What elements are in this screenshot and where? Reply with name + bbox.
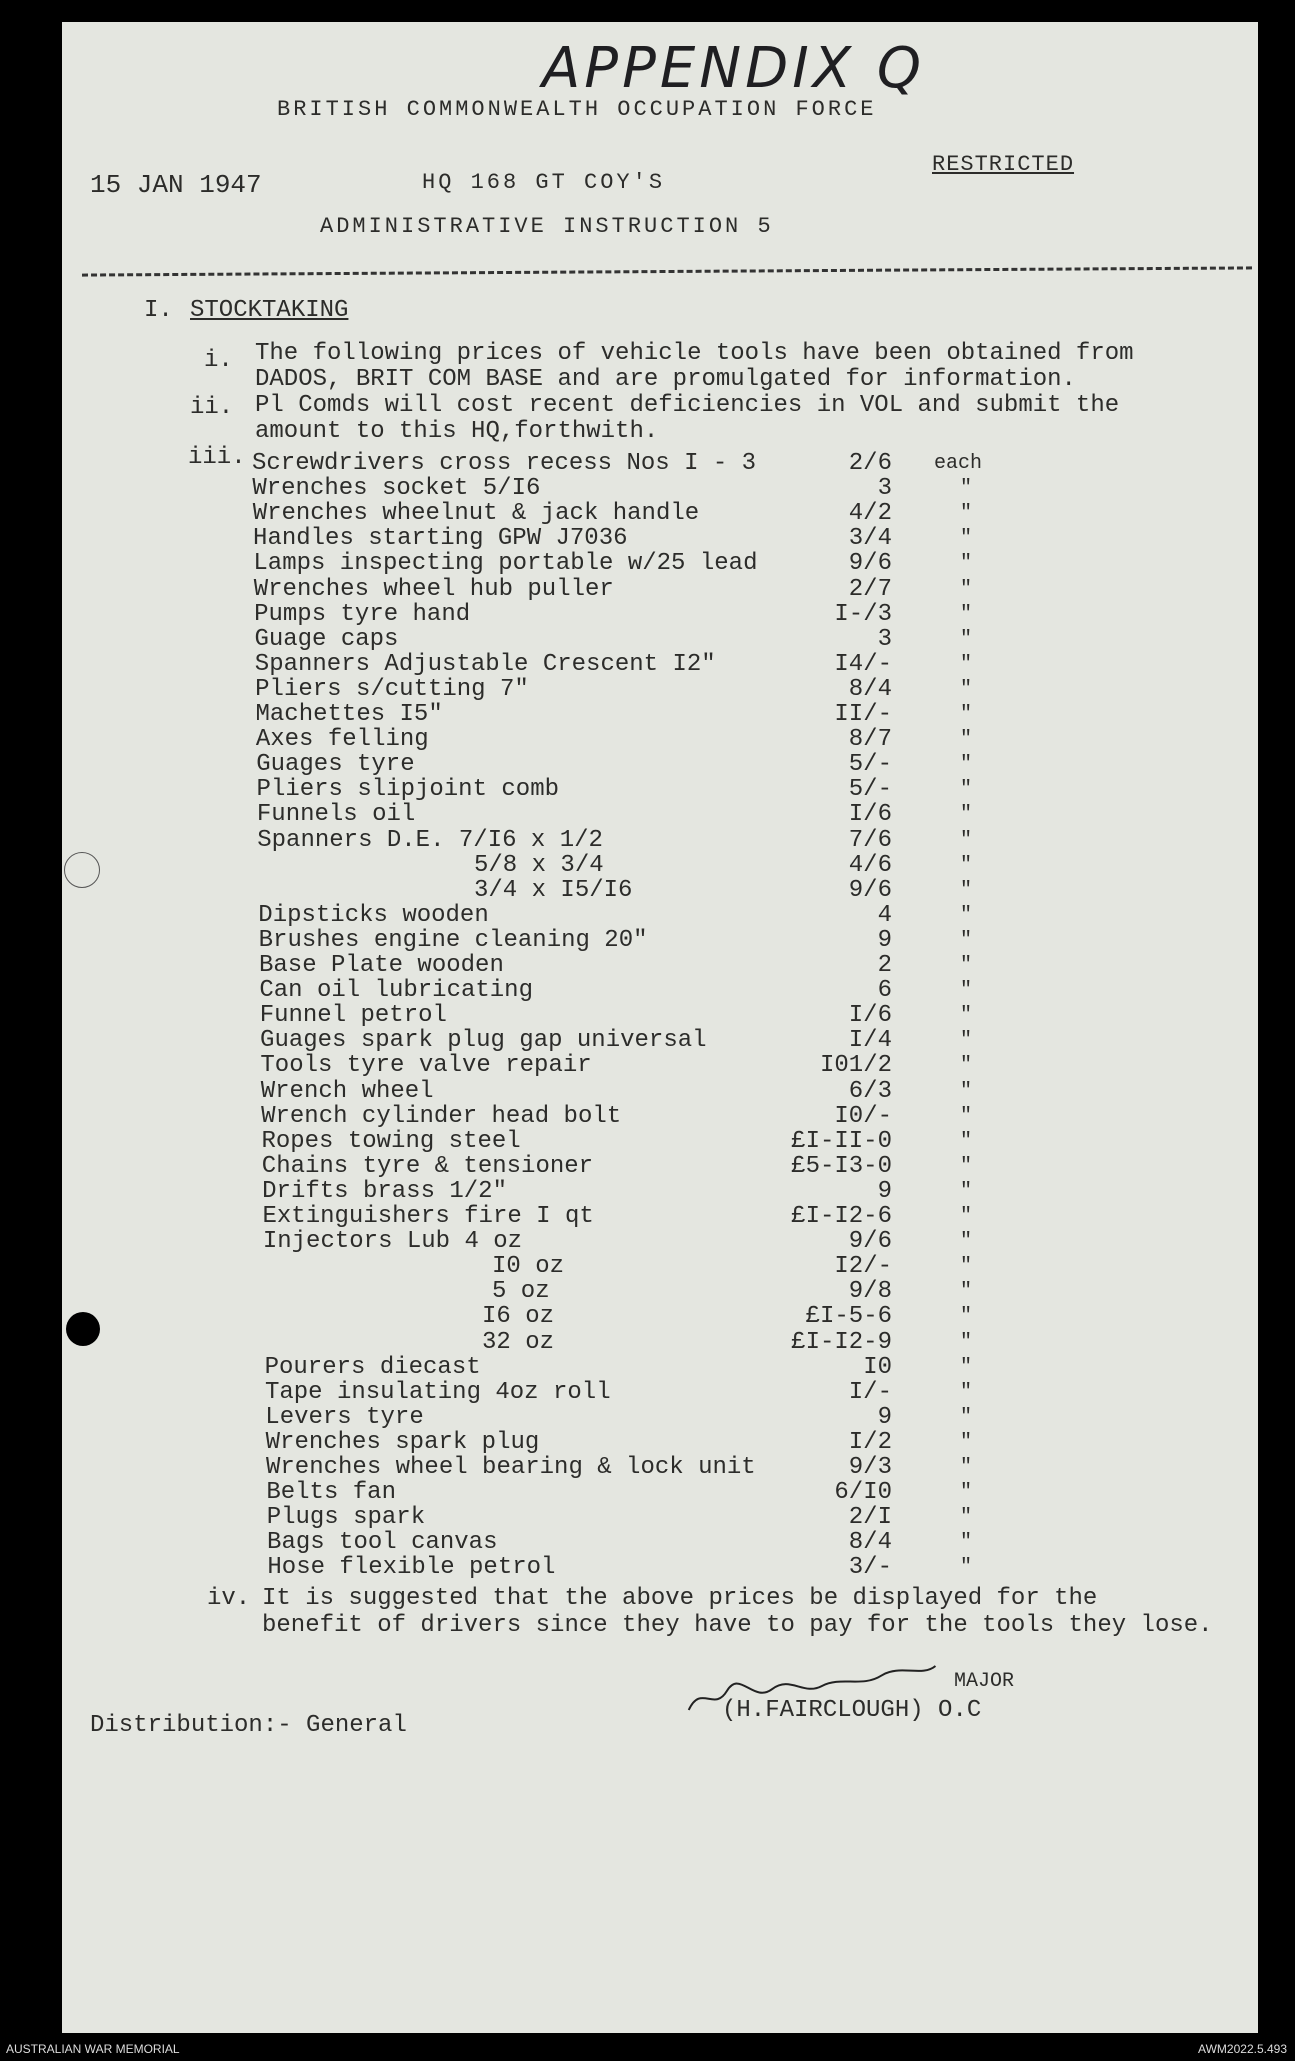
item-price: £I-5-6 [805, 1303, 892, 1331]
item-price: £5-I3-0 [791, 1152, 892, 1180]
item-ditto-mark: " [960, 1154, 973, 1178]
classification-stamp: RESTRICTED [932, 152, 1075, 177]
paragraph-text: The following prices of vehicle tools have been obtained from [255, 340, 1134, 367]
item-ditto-mark: " [960, 803, 973, 827]
item-ditto-mark: " [960, 1305, 973, 1329]
item-price: II/- [834, 701, 892, 728]
punch-hole-outline [64, 852, 100, 888]
item-name: Extinguishers fire I qt [262, 1203, 594, 1230]
item-name: Chains tyre & tensioner [261, 1152, 594, 1180]
item-name: Wrenches wheel hub puller [253, 575, 614, 603]
item-ditto-mark: " [960, 1054, 973, 1078]
item-ditto-mark: " [960, 1255, 973, 1279]
item-ditto-mark: " [960, 1405, 973, 1429]
item-name: Base Plate wooden [259, 952, 504, 979]
item-ditto-mark: " [960, 853, 973, 877]
item-name: Belts fan [266, 1479, 396, 1507]
item-price: 9/6 [848, 550, 892, 578]
item-ditto-mark: " [960, 1531, 973, 1555]
item-price: 8/4 [848, 1529, 892, 1557]
handwritten-appendix-title: APPENDIX Q [542, 36, 925, 101]
item-name: Funnels oil [256, 801, 416, 829]
item-price: 4/2 [848, 500, 892, 528]
item-price: I/6 [848, 1002, 892, 1030]
item-ditto-mark: " [960, 1205, 973, 1228]
item-ditto-mark: " [960, 728, 973, 752]
item-ditto-mark: " [960, 878, 973, 902]
item-name: I0 oz [492, 1253, 565, 1281]
item-name: Guage caps [254, 625, 399, 653]
item-name: 3/4 x I5/I6 [474, 876, 633, 904]
item-price: 3/- [848, 1554, 892, 1582]
header-divider [82, 266, 1252, 276]
item-price: 9/6 [848, 876, 892, 904]
header-force-name: BRITISH COMMONWEALTH OCCUPATION FORCE [277, 97, 877, 122]
item-ditto-mark: each [934, 452, 983, 475]
item-price: 9/6 [848, 1228, 892, 1256]
item-ditto-mark: " [960, 1029, 973, 1053]
item-price: £I-I2-9 [791, 1328, 892, 1356]
item-name: Plugs spark [266, 1504, 426, 1532]
item-name: Lamps inspecting portable w/25 lead [253, 550, 758, 578]
item-ditto-mark: " [960, 652, 973, 676]
paragraph-number: iv. [207, 1585, 251, 1612]
item-name: Wrenches socket 5/I6 [252, 475, 541, 503]
item-name: Bags tool canvas [267, 1529, 498, 1557]
item-price: 2/I [848, 1504, 892, 1532]
header-date: 15 JAN 1947 [90, 170, 262, 200]
item-name: Brushes engine cleaning 20" [258, 926, 648, 954]
item-name: Axes felling [255, 726, 429, 754]
item-ditto-mark: " [960, 1280, 973, 1304]
item-price: 2 [877, 952, 892, 979]
item-ditto-mark: " [960, 1556, 973, 1580]
item-name: Injectors Lub 4 oz [262, 1228, 523, 1256]
item-name: Guages tyre [256, 751, 415, 779]
item-ditto-mark: " [960, 928, 973, 952]
item-name: Drifts brass 1/2" [262, 1177, 507, 1205]
item-price: I/4 [848, 1027, 892, 1055]
item-ditto-mark: " [960, 753, 973, 777]
paragraph-number: iii. [188, 444, 246, 471]
item-name: I6 oz [482, 1303, 555, 1331]
item-ditto-mark: " [960, 577, 973, 601]
item-name: Pourers diecast [264, 1353, 481, 1381]
item-price: 2/7 [848, 575, 892, 603]
item-price: 9 [877, 926, 892, 954]
item-ditto-mark: " [960, 502, 973, 526]
item-name: Spanners Adjustable Crescent I2" [254, 650, 716, 678]
item-name: Spanners D.E. 7/I6 x 1/2 [257, 826, 603, 854]
item-name: Handles starting GPW J7036 [253, 525, 628, 553]
item-price: I/6 [848, 801, 892, 829]
item-price: 3 [877, 625, 892, 653]
item-price: 6/3 [848, 1077, 892, 1105]
item-price: I0 [863, 1353, 892, 1381]
item-ditto-mark: " [960, 703, 973, 726]
item-ditto-mark: " [960, 778, 973, 802]
item-ditto-mark: " [960, 477, 973, 501]
distribution-line: Distribution:- General [90, 1712, 407, 1739]
item-name: Screwdrivers cross recess Nos I - 3 [252, 450, 757, 477]
item-price: 6 [877, 977, 892, 1005]
signatory-rank: MAJOR [954, 1670, 1015, 1693]
paragraph-number: ii. [190, 394, 234, 421]
item-price: 9/8 [848, 1278, 892, 1306]
item-ditto-mark: " [960, 1481, 973, 1505]
item-name: Hose flexible petrol [267, 1554, 556, 1582]
item-ditto-mark: " [960, 979, 973, 1003]
item-name: Tape insulating 4oz roll [264, 1378, 611, 1406]
footer-accession: AWM2022.5.493 [1198, 2042, 1287, 2056]
paragraph-number: i. [204, 347, 233, 374]
item-price: £I-I2-6 [791, 1203, 892, 1230]
item-price: 8/4 [848, 675, 892, 703]
item-name: Wrenches wheel bearing & lock unit [266, 1454, 756, 1481]
item-price: 9 [877, 1403, 892, 1431]
item-price: 2/6 [848, 450, 892, 477]
item-ditto-mark: " [960, 677, 973, 701]
item-price: 3 [877, 475, 892, 503]
item-name: Pliers slipjoint comb [256, 776, 559, 804]
item-name: Machettes I5" [255, 701, 443, 728]
item-price: I2/- [834, 1253, 892, 1281]
item-ditto-mark: " [960, 1104, 973, 1128]
item-price: I-/3 [834, 600, 892, 628]
paragraph-text: Pl Comds will cost recent deficiencies in VOL and submit the [255, 392, 1120, 419]
item-name: Can oil lubricating [259, 977, 533, 1005]
item-ditto-mark: " [960, 627, 973, 651]
item-name: Wrench wheel [260, 1077, 434, 1105]
item-price: 5/- [848, 751, 892, 779]
item-ditto-mark: " [960, 602, 973, 626]
item-price: 9/3 [848, 1454, 892, 1481]
item-price: 9 [877, 1177, 892, 1205]
item-ditto-mark: " [960, 1230, 973, 1254]
item-price: £I-II-0 [791, 1127, 892, 1155]
item-name: Wrenches spark plug [265, 1428, 540, 1456]
item-price: I0/- [834, 1102, 892, 1130]
item-price: 8/7 [848, 726, 892, 754]
item-price: 5/- [848, 776, 892, 804]
paragraph-text: benefit of drivers since they have to pay for the tools they lose. [262, 1612, 1213, 1639]
item-price: I/2 [848, 1428, 892, 1456]
item-ditto-mark: " [960, 1004, 973, 1028]
item-ditto-mark: " [960, 828, 973, 852]
item-ditto-mark: " [960, 903, 973, 927]
item-price: 6/I0 [834, 1479, 892, 1507]
item-name: Ropes towing steel [261, 1127, 521, 1155]
item-ditto-mark: " [960, 1079, 973, 1103]
item-name: 5/8 x 3/4 [474, 851, 604, 879]
item-name: Levers tyre [265, 1403, 424, 1431]
item-name: Funnel petrol [259, 1002, 447, 1030]
item-ditto-mark: " [960, 1330, 973, 1354]
footer-institution: AUSTRALIAN WAR MEMORIAL [6, 2042, 180, 2056]
item-price: 4/6 [848, 851, 892, 879]
item-ditto-mark: " [960, 1380, 973, 1404]
punch-hole [66, 1312, 100, 1346]
section-heading: STOCKTAKING [190, 297, 349, 324]
item-name: 32 oz [482, 1328, 555, 1356]
item-price: I/- [848, 1378, 892, 1406]
item-ditto-mark: " [960, 1430, 973, 1454]
item-price: 7/6 [848, 826, 892, 854]
paragraph-text: amount to this HQ,forthwith. [255, 418, 659, 445]
item-name: 5 oz [492, 1278, 550, 1306]
item-price: I01/2 [819, 1052, 892, 1080]
header-unit: HQ 168 GT COY'S [422, 170, 666, 195]
item-name: Pliers s/cutting 7" [255, 675, 529, 703]
item-name: Pumps tyre hand [254, 600, 471, 628]
item-name: Guages spark plug gap universal [260, 1027, 707, 1055]
item-ditto-mark: " [960, 954, 973, 977]
signatory-name: (H.FAIRCLOUGH) O.C [722, 1697, 982, 1724]
document-page [62, 22, 1258, 2033]
instruction-title: ADMINISTRATIVE INSTRUCTION 5 [320, 214, 774, 239]
item-ditto-mark: " [960, 1355, 973, 1379]
item-name: Dipsticks wooden [258, 901, 489, 929]
section-number: I. [144, 297, 173, 324]
item-name: Tools tyre valve repair [260, 1052, 592, 1080]
item-name: Wrench cylinder head bolt [261, 1102, 622, 1130]
item-ditto-mark: " [960, 1179, 973, 1203]
item-ditto-mark: " [960, 1456, 973, 1479]
item-ditto-mark: " [960, 552, 973, 576]
item-price: I4/- [834, 650, 892, 678]
item-price: 3/4 [848, 525, 892, 553]
item-ditto-mark: " [960, 527, 973, 551]
paragraph-text: It is suggested that the above prices be displayed for the [262, 1585, 1098, 1612]
item-price: 4 [877, 901, 892, 929]
paragraph-text: DADOS, BRIT COM BASE and are promulgated for information. [255, 366, 1076, 393]
item-ditto-mark: " [960, 1506, 973, 1530]
item-ditto-mark: " [960, 1129, 973, 1153]
item-name: Wrenches wheelnut & jack handle [252, 500, 700, 528]
